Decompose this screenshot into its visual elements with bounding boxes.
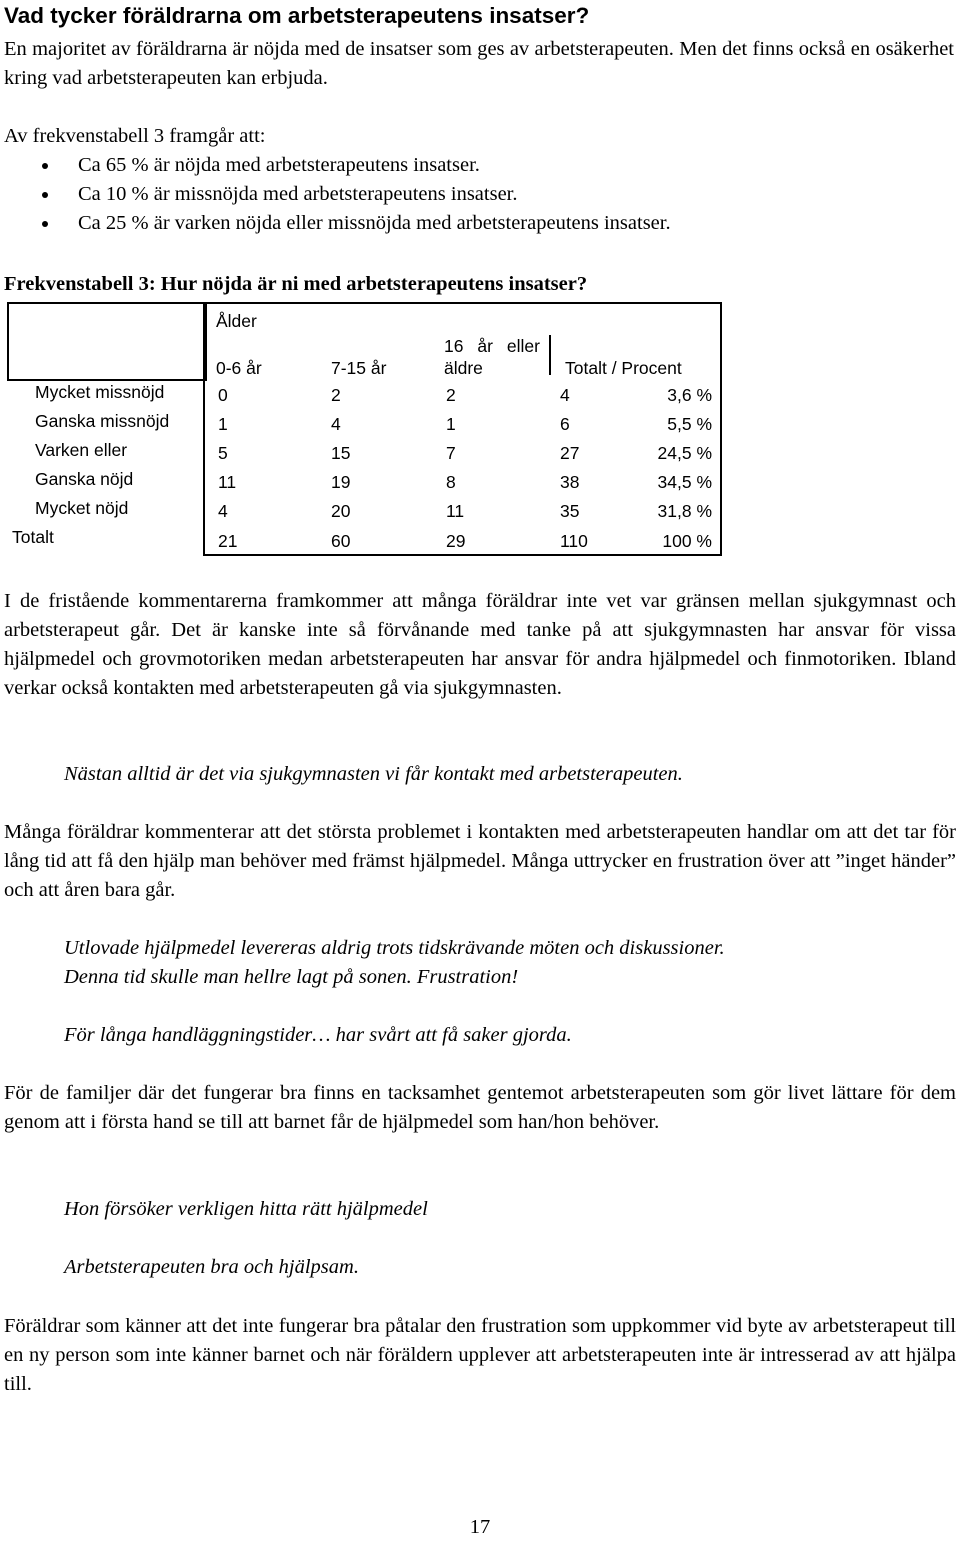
table-cell-percent: 3,6 % xyxy=(667,385,712,405)
list-item xyxy=(0,180,950,209)
col-header-total: Totalt / Procent xyxy=(565,358,682,378)
bullet-text: Ca 10 % är missnöjda med arbetsterapeutens insatser. xyxy=(78,183,518,205)
body-paragraph: I de fristående kommentarerna framkommer att många föräldrar inte vet var gränsen mellan sjukgymnast och arbetsterapeut går. Det är kanske inte så förvånande med tanke på att sjukgymnasten har ansvar för vissa hjälpmedel och grovmotoriken medan arbetsterapeuten har ansvar för andra hjälpmedel och finmotoriken. Ibland verkar också kontakten med arbetsterapeuten gå via sjukgymnasten. xyxy=(4,590,956,699)
table-cell: 4 xyxy=(218,501,228,521)
table-row-label: Ganska missnöjd xyxy=(35,411,170,431)
quote: Utlovade hjälpmedel levereras aldrig trots tidskrävande möten och diskussioner. xyxy=(64,937,725,959)
bullet-text: Ca 25 % är varken nöjda eller missnöjda med arbetsterapeutens insatser. xyxy=(78,212,671,234)
table-cell-percent: 100 % xyxy=(662,531,712,551)
table-total-label: Totalt xyxy=(12,527,54,547)
table-cell: 2 xyxy=(446,385,456,405)
body-paragraph: För de familjer där det fungerar bra finns en tacksamhet gentemot arbetsterapeuten som gör livet lättare för dem genom att i första hand se till att barnet får de hjälpmedel som han/hon behöver. xyxy=(4,1082,956,1133)
table-cell-percent: 31,8 % xyxy=(657,501,712,521)
col-header-0-6: 0-6 år xyxy=(216,358,262,378)
lead-text: Av frekvenstabell 3 framgår att: xyxy=(4,125,266,147)
table-cell: 5 xyxy=(218,443,228,463)
col-header-16-line1: 16 år eller xyxy=(444,336,540,356)
table-cell: 15 xyxy=(331,443,351,463)
page-number: 17 xyxy=(469,1516,491,1538)
table-cell: 0 xyxy=(218,385,228,405)
quote: Arbetsterapeuten bra och hjälpsam. xyxy=(64,1256,359,1278)
table-cell-percent: 5,5 % xyxy=(667,414,712,434)
table-cell: 1 xyxy=(218,414,228,434)
table-cell: 38 xyxy=(560,472,580,492)
body-paragraph: Många föräldrar kommenterar att det största problemet i kontakten med arbetsterapeuten handlar om att det tar för lång tid att få den hjälp man behöver med främst hjälpmedel. Många uttrycker en frustration över att ”inget händer” och att åren bara går. xyxy=(4,821,956,901)
table-cell-percent: 34,5 % xyxy=(657,472,712,492)
quote: För långa handläggningstider… har svårt att få saker gjorda. xyxy=(64,1024,572,1046)
table-cell: 29 xyxy=(446,531,466,551)
list-item xyxy=(0,209,950,238)
table-cell: 1 xyxy=(446,414,456,434)
quote: Nästan alltid är det via sjukgymnasten vi får kontakt med arbetsterapeuten. xyxy=(64,763,683,785)
table-cell: 11 xyxy=(218,472,237,492)
quote: Hon försöker verkligen hitta rätt hjälpmedel xyxy=(64,1198,428,1220)
table-row-label: Varken eller xyxy=(35,440,128,460)
age-group-header: Ålder xyxy=(216,311,257,331)
table-cell-percent: 24,5 % xyxy=(657,443,712,463)
body-paragraph: Föräldrar som känner att det inte fungerar bra påtalar den frustration som uppkommer vid byte av arbetsterapeut till en ny person som inte känner barnet och när föräldern upplever att arbetsterapeuten inte är intresserad av att hjälpa till. xyxy=(4,1315,956,1395)
col-header-7-15: 7-15 år xyxy=(331,358,387,378)
table-title: Frekvenstabell 3: Hur nöjda är ni med arbetsterapeutens insatser? xyxy=(4,273,588,295)
table-cell: 35 xyxy=(560,501,580,521)
table-top-left-box xyxy=(7,302,207,381)
intro-paragraph: En majoritet av föräldrarna är nöjda med de insatser som ges av arbetsterapeuten. Men det finns också en osäkerhet kring vad arbetsterapeuten kan erbjuda. xyxy=(4,38,954,89)
table-cell: 4 xyxy=(560,385,570,405)
table-cell: 8 xyxy=(446,472,456,492)
table-cell: 6 xyxy=(560,414,570,434)
list-item xyxy=(0,151,950,180)
bullet-text: Ca 65 % är nöjda med arbetsterapeutens insatser. xyxy=(78,154,480,176)
table-cell: 2 xyxy=(331,385,341,405)
table-cell: 21 xyxy=(218,531,238,551)
bullet-icon xyxy=(42,163,48,169)
table-cell: 7 xyxy=(446,443,456,463)
table-cell: 4 xyxy=(331,414,341,434)
table-row-label: Mycket nöjd xyxy=(35,498,129,518)
table-row-label: Ganska nöjd xyxy=(35,469,134,489)
table-cell: 27 xyxy=(560,443,580,463)
bullet-icon xyxy=(42,192,48,198)
table-row-label: Mycket missnöjd xyxy=(35,382,165,402)
table-cell: 20 xyxy=(331,501,351,521)
table-cell: 11 xyxy=(446,501,465,521)
col-header-16-line2: äldre xyxy=(444,358,483,378)
table-cell: 19 xyxy=(331,472,351,492)
table-cell: 110 xyxy=(560,531,588,551)
page-heading: Vad tycker föräldrarna om arbetsterapeutens insatser? xyxy=(4,3,590,28)
bullet-list xyxy=(0,151,950,238)
table-divider xyxy=(549,335,551,375)
bullet-icon xyxy=(42,221,48,227)
quote: Denna tid skulle man hellre lagt på sonen. Frustration! xyxy=(64,966,519,988)
table-cell: 60 xyxy=(331,531,351,551)
